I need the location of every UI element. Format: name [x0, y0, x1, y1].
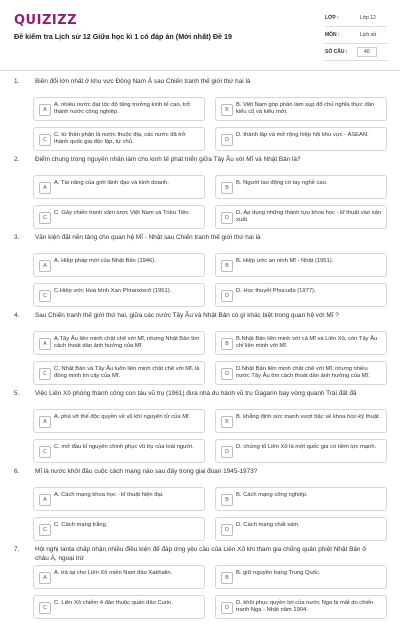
option-text: A. Cách mạng khoa học - kĩ thuật hiện đại.	[54, 492, 164, 498]
meta-row-class	[325, 10, 387, 27]
question-item	[0, 546, 400, 624]
option-b[interactable]	[215, 175, 387, 199]
question-item	[0, 312, 400, 390]
option-text: B.Nhật Bản liên minh với cả Mĩ và Liên Xô, còn Tây Âu chỉ liên minh với Mĩ.	[236, 336, 378, 349]
meta-value: Lớp 12	[360, 15, 376, 21]
question-number: 4.	[14, 312, 20, 319]
option-letter: A	[39, 104, 51, 116]
meta-value: Lịch sử	[360, 32, 377, 38]
option-a[interactable]	[33, 487, 205, 511]
option-text: C.Hiệp ước Hoà bình Xan Phranxixcô (1951).	[54, 288, 172, 294]
option-d[interactable]	[215, 283, 387, 307]
option-c[interactable]	[33, 361, 205, 385]
option-text: C. Gây chiến tranh xâm lược Việt Nam và Triều Tiên.	[54, 210, 191, 216]
option-a[interactable]	[33, 175, 205, 199]
question-list	[0, 78, 400, 624]
option-text: D. Học thuyết Phucuđa (1977).	[236, 288, 316, 294]
option-a[interactable]	[33, 409, 205, 433]
question-item	[0, 234, 400, 312]
option-letter: C	[39, 602, 51, 614]
option-letter: A	[39, 494, 51, 506]
option-c[interactable]	[33, 517, 205, 541]
option-letter: C	[39, 212, 51, 224]
option-c[interactable]	[33, 439, 205, 463]
option-text: A. Tài năng của giới lãnh đạo và kinh doanh.	[54, 180, 169, 186]
question-item	[0, 78, 400, 156]
option-text: C. từ thân phận là nước thuộc địa, các nước đã trở thành quốc gia độc lập, tự chủ.	[54, 132, 186, 145]
option-letter: C	[39, 446, 51, 458]
option-text: D. chứng tỏ Liên Xô là một quốc gia có tiềm lực mạnh.	[236, 444, 377, 450]
option-a[interactable]	[33, 565, 205, 589]
option-letter: B	[221, 572, 233, 584]
quizizz-logo[interactable]: QUIZIZZ	[14, 13, 78, 28]
option-a[interactable]	[33, 331, 205, 355]
option-letter: D	[221, 212, 233, 224]
option-text: C. Liên Xô chiếm 4 đảo thuộc quần đảo Curin.	[54, 600, 173, 606]
option-letter: C	[39, 524, 51, 536]
option-d[interactable]	[215, 205, 387, 229]
option-letter: C	[39, 290, 51, 302]
option-letter: D	[221, 524, 233, 536]
option-text: B. Người lao động có tay nghề cao.	[236, 180, 328, 186]
option-d[interactable]	[215, 127, 387, 151]
option-text: B. khẳng định sức mạnh vượt bậc về khoa học-kỹ thuật.	[236, 414, 381, 420]
meta-label: MÔN :	[325, 32, 340, 38]
option-d[interactable]	[215, 595, 387, 619]
option-letter: D	[221, 290, 233, 302]
question-text: Biến đổi lớn nhất ở khu vực Đông Nam Á sau Chiến tranh thế giới thứ hai là	[35, 78, 251, 85]
option-letter: B	[221, 104, 233, 116]
option-letter: A	[39, 416, 51, 428]
option-b[interactable]	[215, 331, 387, 355]
option-c[interactable]	[33, 595, 205, 619]
option-a[interactable]	[33, 253, 205, 277]
meta-row-subject	[325, 27, 387, 44]
question-item	[0, 468, 400, 546]
document-title: Đề kiểm tra Lịch sử 12 Giữa học kì 1 có đáp án (Mới nhất) Đề 19	[14, 32, 233, 41]
option-d[interactable]	[215, 361, 387, 385]
question-text: Mĩ là nước khởi đầu cuộc cách mạng nào sau đây trong giai đoạn 1945-1973?	[35, 468, 258, 475]
question-number: 6.	[14, 468, 20, 475]
option-text: B. Việt Nam góp phần làm sụp đổ chủ nghĩa thực dân kiểu cũ và kiểu mới.	[236, 102, 375, 115]
header-divider	[0, 70, 400, 71]
option-letter: B	[221, 182, 233, 194]
document-header	[0, 0, 400, 70]
option-text: D. Cách mạng chất xám.	[236, 522, 300, 528]
option-text: C. mở đầu kỉ nguyên chinh phục vũ trụ của loài người.	[54, 444, 194, 450]
option-letter: A	[39, 182, 51, 194]
option-text: D. thành lập và mở rộng hiệp hội khu vực - ASEAN.	[236, 132, 369, 138]
question-number: 1.	[14, 78, 20, 85]
option-b[interactable]	[215, 253, 387, 277]
option-text: D.Nhật Bản liên minh chặt chẽ với Mĩ, nhưng nhiều nước Tây Âu tìm cách thoát dần ảnh hưởng của Mĩ.	[236, 366, 370, 379]
question-number: 5.	[14, 390, 20, 397]
option-letter: C	[39, 134, 51, 146]
option-text: C. Nhật Bản và Tây Âu luôn liên minh chặt chẽ với Mĩ, là đồng minh tin cậy của Mĩ.	[54, 366, 200, 379]
option-letter: B	[221, 416, 233, 428]
option-letter: B	[221, 338, 233, 350]
option-text: A. phá vỡ thế độc quyền về vũ khí nguyên tử của Mĩ.	[54, 414, 191, 420]
question-text: Sau Chiến tranh thế giới thứ hai, giữa các nước Tây Âu và Nhật Bản có gì khác biệt trong quan hệ với Mĩ ?	[35, 312, 339, 319]
option-letter: C	[39, 368, 51, 380]
option-d[interactable]	[215, 439, 387, 463]
question-number: 2.	[14, 156, 20, 163]
option-text: A. nhiều nước đạt tốc độ tăng trưởng kinh tế cao, trở thành nước công nghiệp.	[54, 102, 191, 115]
question-text: Hội nghị Ianta chấp nhận nhiều điều kiện để đáp ứng yêu cầu của Liên Xô khi tham gia chống quân phiệt Nhật Bản ở châu Á, ngoại trừ	[35, 546, 367, 562]
option-text: D. Áp dụng những thành tựu khoa học - kĩ thuật vào sản xuất.	[236, 210, 382, 223]
option-b[interactable]	[215, 487, 387, 511]
question-text: Việc Liên Xô phóng thành công con tàu vũ trụ (1961) đưa nhà du hành vũ trụ Gagarin bay vòng quanh Trái đất đã	[35, 390, 357, 397]
option-c[interactable]	[33, 205, 205, 229]
option-text: A.Tây Âu liên minh chặt chẽ với Mĩ, nhưng Nhật Bản tìm cách thoát dần ảnh hưởng của Mĩ.	[54, 336, 200, 349]
option-letter: D	[221, 368, 233, 380]
option-text: B. Hiệp ước an ninh Mĩ - Nhật (1951).	[236, 258, 334, 264]
question-item	[0, 156, 400, 234]
option-letter: D	[221, 602, 233, 614]
meta-panel	[325, 10, 387, 61]
question-text: Điểm chung trong nguyên nhân làm cho kinh tế phát triển giữa Tây Âu với Mĩ và Nhật Bản là?	[35, 156, 301, 163]
option-text: B. giữ nguyên trạng Trung Quốc.	[236, 570, 321, 576]
option-text: D. khôi phục quyền lợi của nước Nga bị mất do chiến tranh Nga - Nhật năm 1904.	[236, 600, 374, 613]
option-b[interactable]	[215, 97, 387, 121]
option-d[interactable]	[215, 517, 387, 541]
option-letter: D	[221, 134, 233, 146]
option-letter: B	[221, 260, 233, 272]
option-letter: A	[39, 260, 51, 272]
option-text: A. trả lại cho Liên Xô miền Nam đảo Xakhalin.	[54, 570, 173, 576]
meta-label: LỚP :	[325, 15, 339, 21]
option-text: C. Cách mạng trắng.	[54, 522, 108, 528]
option-a[interactable]	[33, 97, 205, 121]
option-letter: B	[221, 494, 233, 506]
option-text: A. Hiệp pháp mới của Nhật Bản (1946).	[54, 258, 156, 264]
meta-row-count	[325, 44, 387, 61]
option-b[interactable]	[215, 409, 387, 433]
option-letter: A	[39, 572, 51, 584]
option-letter: A	[39, 338, 51, 350]
meta-value: 40	[357, 47, 377, 57]
question-number: 7.	[14, 546, 20, 553]
meta-label: SỐ CÂU :	[325, 49, 348, 55]
option-text: B. Cách mạng công nghiệp.	[236, 492, 308, 498]
option-b[interactable]	[215, 565, 387, 589]
option-c[interactable]	[33, 127, 205, 151]
option-letter: D	[221, 446, 233, 458]
question-text: Văn kiện đặt nền tảng cho quan hệ Mĩ - Nhật sau Chiến tranh thế giới thứ hai là	[35, 234, 261, 241]
question-item	[0, 390, 400, 468]
question-number: 3.	[14, 234, 20, 241]
option-c[interactable]	[33, 283, 205, 307]
